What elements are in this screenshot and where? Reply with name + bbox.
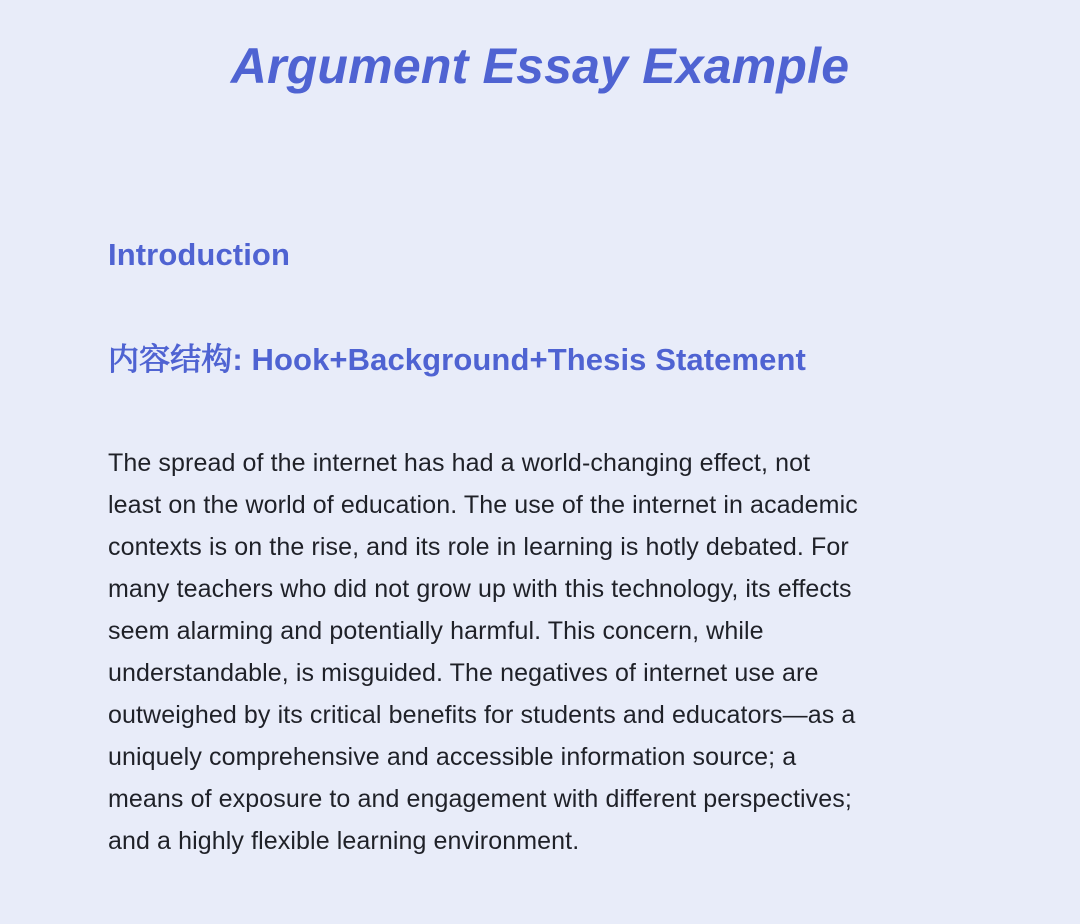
paragraph-line-1: The spread of the internet has had a world-changing effect, not [108,449,811,477]
introduction-paragraph [108,442,978,862]
paragraph-line-10: and a highly flexible learning environment. [108,827,580,855]
paragraph-line-7: outweighed by its critical benefits for students and educators—as a [108,701,856,729]
paragraph-line-2: least on the world of education. The use of the internet in academic [108,491,858,519]
paragraph-line-8: uniquely comprehensive and accessible information source; a [108,743,797,771]
paragraph-line-9: means of exposure to and engagement with different perspectives; [108,785,852,813]
paragraph-line-3: contexts is on the rise, and its role in learning is hotly debated. For [108,533,849,561]
section-heading: Introduction [108,237,290,272]
page-title: Argument Essay Example [230,38,850,94]
paragraph-line-6: understandable, is misguided. The negatives of internet use are [108,659,819,687]
paragraph-line-5: seem alarming and potentially harmful. This concern, while [108,617,764,645]
structure-heading: 内容结构: Hook+Background+Thesis Statement [108,342,806,377]
paragraph-line-4: many teachers who did not grow up with this technology, its effects [108,575,852,603]
